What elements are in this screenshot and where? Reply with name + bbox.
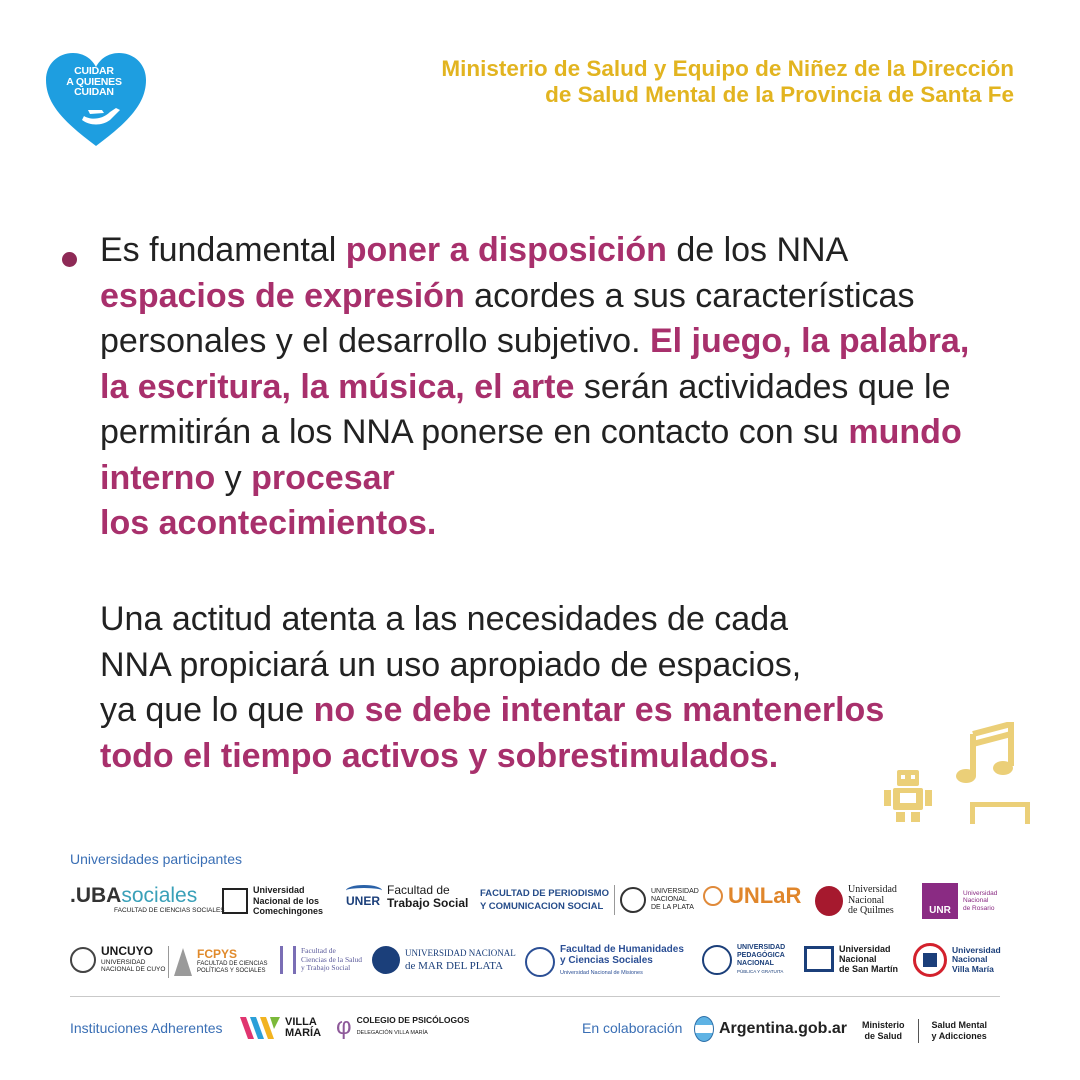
p2-text-3: ya que lo que (100, 691, 314, 729)
unq-l2: Nacional (848, 894, 885, 906)
unipe-l2: PEDAGÓGICA (737, 952, 785, 959)
salud-mental-l1: Salud Mental (931, 1020, 988, 1030)
fcpys-name: FCPYS (197, 946, 238, 961)
colegio-psicologos-logo (336, 1015, 469, 1039)
unvm-l2: Nacional (952, 954, 988, 965)
robot-icon (882, 770, 934, 822)
header-line2: de Salud Mental de la Provincia de Santa Fe (545, 82, 1014, 107)
page-header (441, 56, 1014, 108)
collaboration-title: En colaboración (582, 1020, 683, 1036)
ministerio-l2: de Salud (864, 1031, 903, 1041)
unr-l3: de Rosario (963, 904, 995, 912)
campaign-logo-line1: CUIDAR (74, 65, 114, 77)
unlar-name: UNLaR (728, 882, 802, 908)
uncuyo-l2: NACIONAL DE CUYO (101, 966, 166, 973)
unr-l1: Universidad (963, 889, 998, 897)
unvm-logo (913, 943, 1001, 977)
campaign-heart-logo (44, 50, 148, 150)
unipe-logo (702, 944, 785, 976)
unq-l3: de Quilmes (848, 905, 894, 916)
unam-emblem-icon (525, 947, 555, 977)
uncuyo-l1: UNIVERSIDAD (101, 958, 146, 966)
unr-badge: UNR (922, 883, 958, 919)
unlp-r3: DE LA PLATA (650, 904, 694, 911)
campaign-logo-line2: A QUIENES (66, 75, 122, 88)
easel-icon (968, 800, 1034, 824)
fcpys-logo (168, 946, 267, 978)
paragraph-1 (100, 228, 980, 547)
unq-logo (815, 885, 897, 917)
footer-divider (70, 996, 1000, 997)
unmdp-l1: UNIVERSIDAD NACIONAL (405, 948, 516, 958)
unc-logo (222, 885, 323, 917)
unvm-l3: Villa María (952, 963, 994, 974)
unam-l1: Facultad de Humanidades (560, 944, 684, 955)
p2-highlight-1: no se debe intentar es mantenerlos (313, 691, 885, 729)
colegio-l1: COLEGIO DE PSICÓLOGOS (356, 1015, 470, 1025)
unr-l2: Nacional (963, 897, 989, 905)
unsam-book-icon (804, 946, 834, 972)
psi-icon: φ (336, 1013, 352, 1040)
villa-maria-logo (240, 1017, 321, 1039)
universities-title: Universidades participantes (70, 851, 242, 867)
p1-text-1: Es fundamental (100, 231, 346, 269)
campaign-logo-line3: CUIDAN (74, 86, 114, 98)
unsam-l1: Universidad (839, 944, 891, 954)
unr-logo (922, 883, 997, 919)
p2-highlight-2: todo el tiempo activos y sobrestimulados. (100, 736, 779, 775)
uner-l2: Trabajo Social (387, 896, 469, 910)
unam-l3: Universidad Nacional de Misiones (560, 970, 643, 976)
fcsts-l2: Ciencias de la Salud (301, 954, 363, 964)
unipe-l4: PÚBLICA Y GRATUITA (737, 969, 784, 974)
p1-text-5: y (215, 458, 252, 497)
uner-logo (346, 884, 468, 910)
uncuyo-logo (70, 946, 165, 974)
villa-maria-l1: VILLA (285, 1016, 317, 1028)
institutions-title: Instituciones Adherentes (70, 1020, 223, 1036)
unlp-r2: NACIONAL (650, 896, 687, 903)
uba-sub: FACULTAD DE CIENCIAS SOCIALES (114, 907, 225, 914)
p1-highlight-1: poner a disposición (345, 231, 667, 269)
uba-sociales-logo (70, 886, 225, 917)
p1-highlight-2: espacios de expresión (100, 276, 465, 315)
unipe-l1: UNIVERSIDAD (737, 944, 786, 951)
p1-highlight-6: los acontecimientos. (100, 504, 437, 542)
unmdp-logo (372, 946, 516, 974)
unipe-l3: NACIONAL (737, 960, 774, 967)
p1-highlight-4: mundo interno (100, 413, 962, 497)
fcsts-l3: y Trabajo Social (301, 963, 351, 973)
unmdp-emblem-icon (372, 946, 400, 974)
p2-line-1: Una actitud atenta a las necesidades de cada (100, 600, 789, 638)
villa-maria-l2: MARÍA (285, 1027, 322, 1039)
fcsts-emblem-icon (280, 946, 296, 974)
uner-name: UNER (346, 894, 381, 909)
unam-logo (525, 944, 684, 979)
colegio-l2: DELEGACIÓN VILLA MARÍA (356, 1030, 428, 1036)
fcsts-logo (280, 946, 362, 974)
unsam-logo (804, 944, 898, 974)
unq-l1: Universidad (848, 884, 897, 895)
unlar-seal-icon (703, 886, 723, 906)
unlp-r1: UNIVERSIDAD (650, 888, 699, 895)
uncuyo-seal-icon (70, 947, 96, 973)
music-note-icon (955, 722, 1015, 784)
fcpys-triangle-icon (174, 948, 192, 976)
bullet-dot (62, 252, 77, 267)
unlar-logo (703, 882, 802, 908)
paragraph-2 (100, 597, 980, 779)
header-line1: Ministerio de Salud y Equipo de Niñez de la Dirección (441, 56, 1014, 81)
uba-sociales: sociales (121, 884, 198, 907)
p1-highlight-3: El juego, la palabra, la escritura, la música, el arte (100, 322, 970, 406)
unvm-emblem-icon (913, 943, 947, 977)
unc-l1: Universidad (253, 885, 305, 895)
unc-l3: Comechingones (253, 906, 324, 916)
fcpys-l1: FACULTAD DE CIENCIAS (197, 961, 268, 968)
p1-highlight-5: procesar (251, 458, 395, 497)
unsam-l2: Nacional (839, 954, 877, 964)
ministerio-salud-logo (862, 1019, 987, 1043)
p1-text-2: de los NNA (666, 231, 849, 269)
uner-l1: Facultad de (387, 883, 450, 897)
argentina-gob-logo (694, 1016, 847, 1042)
unlp-seal-icon (620, 887, 646, 913)
ministerio-l1: Ministerio (862, 1020, 905, 1030)
villa-maria-w-icon (240, 1017, 280, 1039)
unam-l2: y Ciencias Sociales (560, 955, 653, 966)
salud-mental-l2: y Adicciones (931, 1031, 987, 1041)
unc-l2: Nacional de los (253, 895, 320, 906)
argentina-shield-icon (694, 1016, 714, 1042)
fcpys-l2: POLÍTICAS Y SOCIALES (197, 968, 266, 975)
fcsts-l1: Facultad de (301, 946, 336, 956)
unc-emblem-icon (222, 888, 248, 914)
unq-emblem-icon (815, 886, 843, 916)
p1-text-3: acordes a sus características personales y el desarrollo subjetivo. (100, 276, 915, 360)
unvm-l1: Universidad (952, 944, 1001, 955)
unipe-emblem-icon (702, 945, 732, 975)
fpcs-l1: FACULTAD DE PERIODISMO (480, 888, 609, 899)
p1-text-4: serán actividades que le permitirán a los NNA ponerse en contacto con su (100, 367, 951, 451)
argentina-gob-text: Argentina.gob.ar (719, 1019, 848, 1037)
unsam-l3: de San Martín (839, 964, 899, 974)
p2-line-2: NNA propiciará un uso apropiado de espacios, (100, 645, 802, 684)
fpcs-unlp-logo (480, 885, 699, 915)
fpcs-l2: Y COMUNICACION SOCIAL (480, 901, 604, 912)
unmdp-l2: de MAR DEL PLATA (405, 960, 504, 972)
uba-dot: .UBA (70, 884, 122, 907)
uncuyo-name: UNCUYO (101, 944, 154, 958)
